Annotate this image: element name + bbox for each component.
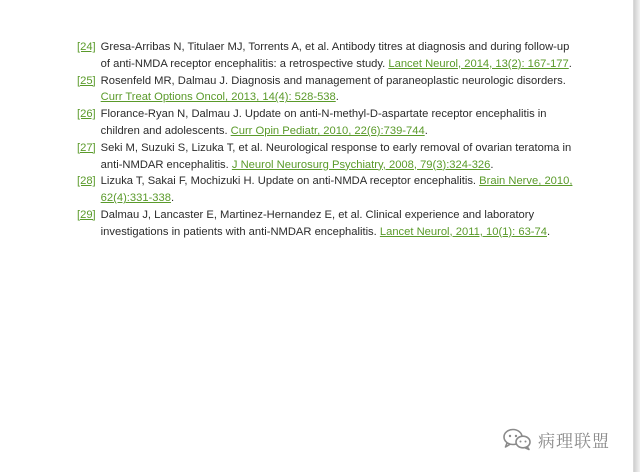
reference-tail: . [170,192,175,205]
reference-item [77,207,577,241]
reference-item [77,173,577,207]
journal-link[interactable]: J Neurol Neurosurg Psychiatry, 2008, 79(3):324-326 [231,158,491,171]
wechat-icon [502,427,532,451]
page-edge-shadow [634,0,640,472]
reference-number-link[interactable]: [25] [77,74,96,87]
journal-link[interactable]: Brain Nerve, 2010, 62(4):331-338 [100,175,573,205]
reference-citation: Rosenfeld MR, Dalmau J. Diagnosis and management of paraneoplastic neurologic disorders. [100,74,566,87]
reference-number-link[interactable]: [24] [77,41,96,53]
journal-link[interactable]: Lancet Neurol, 2014, 13(2): 167-177 [388,57,569,70]
reference-tail: . [490,158,494,171]
reference-tail: . [424,124,428,137]
reference-number-link[interactable]: [27] [77,141,96,154]
reference-tail: . [335,91,339,104]
reference-tail: . [546,225,551,238]
reference-number-link[interactable]: [26] [77,108,96,121]
reference-citation: Seki M, Suzuki S, Lizuka T, et al. Neurological response to early removal of ovarian teratoma in anti-NMDAR encephalitis. [100,141,572,171]
reference-item [77,106,577,140]
reference-item [77,73,577,107]
reference-number-link[interactable]: [28] [77,175,96,188]
journal-link[interactable]: Curr Treat Options Oncol, 2013, 14(4): 528-538 [100,91,336,104]
reference-text [101,39,577,73]
reference-citation: Florance-Ryan N, Dalmau J. Update on anti-N-methyl-D-aspartate receptor encephalitis in children and adolescents. [100,108,547,137]
reference-list [77,39,577,241]
reference-citation: Lizuka T, Sakai F, Mochizuki H. Update on anti-NMDA receptor encephalitis. [100,175,480,188]
reference-text [101,207,577,241]
reference-item [77,140,577,174]
journal-link[interactable]: Curr Opin Pediatr, 2010, 22(6):739-744 [230,124,425,137]
reference-text [101,173,577,207]
reference-number-link[interactable]: [29] [77,208,96,221]
reference-text [101,73,577,107]
watermark [502,426,610,452]
reference-text [101,140,577,174]
reference-citation: Gresa-Arribas N, Titulaer MJ, Torrents A, et al. Antibody titres at diagnosis and during follow-up of anti-NMDA receptor encephalitis: a retrospective study. [100,41,570,70]
reference-citation: Dalmau J, Lancaster E, Martinez-Hernandez E, et al. Clinical experience and laboratory investigations in patients with anti-NMDAR encephalitis. [100,208,535,238]
journal-link[interactable]: Lancet Neurol, 2011, 10(1): 63-74 [379,225,547,238]
reference-tail: . [568,57,572,70]
reference-text [101,106,577,140]
reference-item [77,39,577,73]
watermark-text: 病理联盟 [538,431,610,452]
